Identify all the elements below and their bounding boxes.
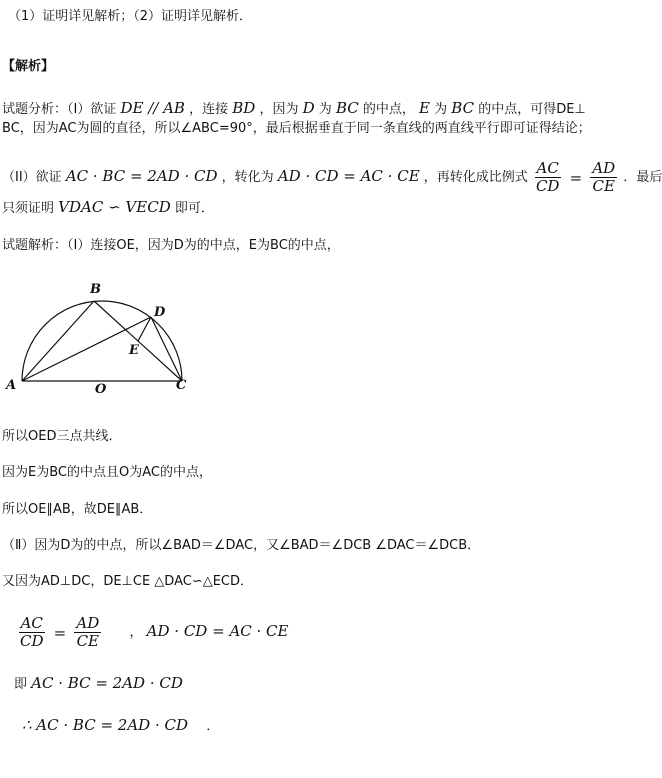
solution-line-7 bbox=[16, 611, 288, 651]
label-b: B bbox=[90, 282, 101, 297]
solution-text: ， bbox=[129, 625, 143, 640]
math-bc: BC bbox=[451, 99, 475, 117]
analysis-line-4 bbox=[2, 198, 214, 218]
fraction-numerator: AC bbox=[536, 159, 559, 177]
analysis-line-1 bbox=[2, 99, 586, 119]
math-bd: BD bbox=[232, 99, 256, 117]
fraction-denominator: CD bbox=[535, 177, 560, 195]
fraction-ac-cd bbox=[18, 615, 46, 650]
analysis-text: ，因为 bbox=[259, 102, 299, 117]
fraction-denominator: CE bbox=[592, 177, 615, 195]
equals-sign: = bbox=[569, 168, 583, 187]
analysis-line-3 bbox=[2, 156, 662, 196]
fraction-ad-ce bbox=[590, 160, 617, 195]
math-e: E bbox=[419, 99, 430, 117]
math-target-equation: AC · BC = 2AD · CD bbox=[65, 167, 218, 185]
solution-line-4: 所以OE∥AB，故DE∥AB． bbox=[2, 502, 153, 517]
analysis-text: 即可． bbox=[174, 201, 214, 216]
analysis-text: ．最后 bbox=[623, 170, 662, 185]
label-c: C bbox=[176, 378, 187, 393]
analysis-text: 为 bbox=[318, 102, 332, 117]
math-product-equation: AD · CD = AC · CE bbox=[146, 622, 289, 640]
analysis-text: 的中点， bbox=[362, 102, 415, 117]
analysis-line-2: BC，因为AC为圆的直径，所以∠ABC=90°，最后根据垂直于同一条直线的两直线平行即可证得结论； bbox=[2, 121, 591, 136]
label-e: E bbox=[129, 343, 139, 358]
equals-sign: = bbox=[53, 623, 67, 642]
solution-text: ． bbox=[206, 719, 220, 734]
geometry-figure bbox=[0, 278, 200, 398]
solution-line-6: 又因为AD⊥DC，DE⊥CE △DAC∽△ECD． bbox=[2, 574, 253, 589]
math-de-parallel-ab: DE // AB bbox=[120, 99, 185, 117]
analysis-text: 试题分析：（I）欲证 bbox=[2, 102, 117, 117]
math-similar-triangles: VDAC ∽ VECD bbox=[58, 198, 171, 216]
fraction-ac-cd bbox=[534, 160, 562, 195]
solution-line-1: 试题解析：（Ⅰ）连接OE，因为D为的中点，E为BC的中点， bbox=[2, 238, 340, 253]
solution-line-3: 因为E为BC的中点且O为AC的中点， bbox=[2, 465, 212, 480]
math-d: D bbox=[302, 99, 315, 117]
fraction-denominator: CE bbox=[76, 632, 100, 650]
solution-line-5: （Ⅱ）因为D为的中点，所以∠BAD＝∠DAC，又∠BAD＝∠DCB ∠DAC＝∠DCB． bbox=[2, 538, 481, 553]
analysis-text: ，再转化成比例式 bbox=[423, 170, 528, 185]
solution-line-9 bbox=[22, 716, 219, 736]
analysis-text: 的中点，可得DE⊥ bbox=[478, 102, 586, 117]
label-o: O bbox=[95, 382, 107, 397]
math-conclusion: ∴ AC · BC = 2AD · CD bbox=[22, 716, 189, 734]
answer-line: （1）证明详见解析；（2）证明详见解析． bbox=[8, 9, 253, 24]
fraction-numerator: AD bbox=[76, 614, 100, 632]
fraction-numerator: AD bbox=[592, 159, 616, 177]
label-d: D bbox=[154, 305, 166, 320]
fraction-denominator: CD bbox=[20, 632, 44, 650]
label-a: A bbox=[6, 378, 17, 393]
solution-line-8 bbox=[14, 674, 183, 694]
solution-text: 即 bbox=[14, 677, 28, 692]
math-arc-bc: BC bbox=[335, 99, 359, 117]
solution-line-2: 所以OED三点共线． bbox=[2, 429, 122, 444]
analysis-text: ，转化为 bbox=[221, 170, 274, 185]
analysis-text: （II）欲证 bbox=[2, 170, 62, 185]
analysis-text: ，连接 bbox=[189, 102, 229, 117]
analysis-text: 只须证明 bbox=[2, 201, 55, 216]
analysis-text: 为 bbox=[434, 102, 448, 117]
fraction-numerator: AC bbox=[20, 614, 43, 632]
segment-dc bbox=[151, 317, 182, 381]
fraction-ad-ce bbox=[74, 615, 101, 650]
math-converted-equation: AD · CD = AC · CE bbox=[277, 167, 420, 185]
section-title: 【解析】 bbox=[2, 59, 55, 74]
math-final-equation: AC · BC = 2AD · CD bbox=[31, 674, 183, 692]
